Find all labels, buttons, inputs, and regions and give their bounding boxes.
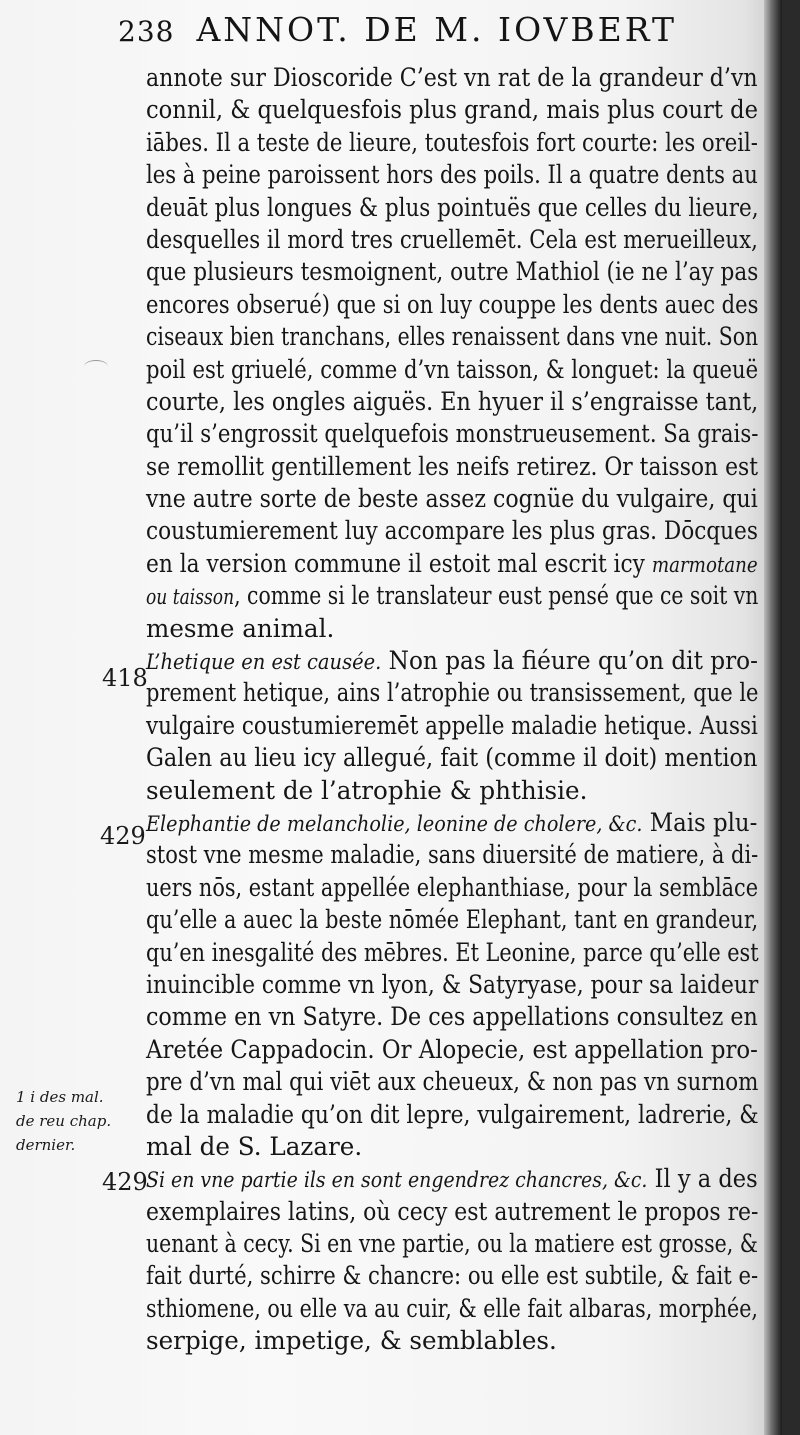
line-text: de la maladie qu’on dit lepre, vulgairement, ladrerie, & (146, 1099, 759, 1129)
text-line (146, 1325, 758, 1357)
line-text: Aretée Cappadocin. Or Alopecie, est appellation pro- (146, 1034, 758, 1064)
text-line (146, 710, 758, 742)
line-text: que plusieurs tesmoignent, outre Mathiol (ie ne l’ay pas (146, 257, 759, 287)
text-line (146, 386, 759, 418)
line-text: iābes. Il a teste de lieure, toutesfois fort courte: les oreil- (146, 127, 758, 157)
line-text: prement hetique, ains l’atrophie ou transissement, que le (146, 678, 759, 708)
text-block (146, 62, 768, 1358)
line-text: Non pas la fiéure qu’on dit pro- (381, 646, 758, 676)
line-text: les à peine paroissent hors des poils. Il a quatre dents au (146, 160, 758, 190)
text-line (146, 969, 759, 1001)
text-line (146, 1001, 758, 1033)
text-line (146, 1260, 759, 1292)
text-line (146, 580, 759, 612)
line-text: deuāt plus longues & plus pointuës que celles du lieure, (146, 192, 759, 222)
text-line (146, 904, 759, 936)
side-note-line: 1 i des mal. (16, 1088, 104, 1106)
text-line (146, 1293, 758, 1325)
text-line (146, 321, 759, 353)
line-text: poil est griuelé, comme d’vn taisson, & longuet: la queuë (146, 354, 759, 384)
line-text: vne autre sorte de beste assez cognüe du vulgaire, qui (146, 484, 758, 514)
text-line (146, 1131, 758, 1163)
text-line (146, 937, 759, 969)
line-text: se remollit gentillement les neifs retirez. Or taisson est (146, 451, 759, 481)
line-text: stost vne mesme maladie, sans diuersité de matiere, à di- (146, 840, 759, 870)
text-line (146, 1034, 758, 1066)
line-text: qu’elle a auec la beste nōmée Elephant, tant en grandeur, (146, 905, 759, 935)
line-text: fait durté, schirre & chancre: ou elle est subtile, & fait e- (146, 1261, 759, 1291)
line-text: seulement de l’atrophie & phthisie. (146, 775, 588, 805)
text-line (146, 677, 759, 709)
page-edge-shadow (764, 0, 782, 1435)
text-line (146, 289, 759, 321)
text-line (146, 1066, 759, 1098)
text-line (146, 742, 758, 774)
text-line (146, 62, 758, 94)
line-text: comme en vn Satyre. De ces appellations consultez en (146, 1002, 758, 1032)
text-line (146, 645, 758, 677)
text-line (146, 127, 758, 159)
line-text: inuincible comme vn lyon, & Satyryase, pour sa laideur (146, 969, 759, 999)
line-text: coustumierement luy accompare les plus gras. Dōcques (146, 516, 758, 546)
text-line (146, 94, 758, 126)
text-line (146, 548, 758, 580)
running-head (118, 10, 758, 49)
text-line (146, 1196, 759, 1228)
line-text: mal de S. Lazare. (146, 1131, 363, 1161)
line-text: Galen au lieu icy allegué, fait (comme il doit) mention (146, 743, 758, 773)
line-text: uers nōs, estant appellée elephanthiase, pour la semblāce (146, 872, 759, 902)
line-text: serpige, impetige, & semblables. (146, 1326, 557, 1356)
italic-lemma: Elephantie de melancholie, leonine de cholere, &c. (146, 811, 643, 836)
text-line (146, 807, 758, 839)
line-text: encores obserué) que si on luy couppe les dents auec des (146, 289, 759, 319)
margin-note-number: 418 (102, 664, 148, 692)
line-text: qu’il s’engrossit quelquefois monstrueusement. Sa grais- (146, 419, 759, 449)
margin-note-number: 429 (102, 1168, 148, 1196)
line-text: connil, & quelquesfois plus grand, mais plus court de (146, 95, 758, 125)
page-number: 238 (118, 15, 175, 48)
text-line (146, 224, 758, 256)
running-title: ANNOT. DE M. IOVBERT (196, 10, 677, 49)
line-text: vulgaire coustumieremēt appelle maladie hetique. Aussi (146, 710, 758, 740)
italic-lemma: Si en vne partie ils en sont engendrez chancres, &c. (146, 1168, 648, 1193)
line-text: courte, les ongles aiguës. En hyuer il s’engraisse tant, (146, 386, 759, 416)
line-text: exemplaires latins, où cecy est autrement le propos re- (146, 1196, 759, 1226)
text-line (146, 256, 759, 288)
text-line (146, 159, 758, 191)
text-line (146, 613, 758, 645)
text-line (146, 775, 758, 807)
line-text: qu’en inesgalité des mēbres. Et Leonine, parce qu’elle est (146, 937, 759, 967)
line-text: sthiomene, ou elle va au cuir, & elle fait albaras, morphée, (146, 1293, 758, 1323)
text-line (146, 839, 759, 871)
text-line (146, 354, 759, 386)
text-line (146, 192, 759, 224)
text-line (146, 418, 759, 450)
text-line (146, 483, 758, 515)
text-line (146, 1228, 758, 1260)
line-text: Mais plu- (642, 807, 758, 837)
line-text: ciseaux bien tranchans, elles renaissent dans vne nuit. Son (146, 322, 759, 352)
text-line (146, 1163, 758, 1195)
line-text: en la version commune il estoit mal escrit icy (146, 548, 645, 578)
line-text: mesme animal. (146, 613, 335, 643)
margin-note-number: 429 (100, 822, 146, 850)
italic-lemma: L’hetique en est causée. (146, 650, 382, 675)
line-text: annote sur Dioscoride C’est vn rat de la grandeur d’vn (146, 63, 758, 92)
text-line (146, 1099, 759, 1131)
line-text: uenant à cecy. Si en vne partie, ou la matiere est grosse, & (146, 1229, 758, 1259)
italic-phrase: marmotane (651, 552, 758, 577)
text-line (146, 515, 758, 547)
side-note-line: dernier. (16, 1136, 76, 1154)
text-line (146, 451, 759, 483)
line-text: , comme si le translateur eust pensé que ce soit vn (234, 581, 759, 611)
line-text: pre d’vn mal qui viēt aux cheueux, & non pas vn surnom (146, 1067, 759, 1097)
side-note-line: de reu chap. (16, 1112, 112, 1130)
ink-smudge (84, 360, 108, 373)
italic-lemma: ou taisson (146, 585, 235, 610)
line-text: Il y a des (647, 1164, 758, 1194)
text-line (146, 872, 759, 904)
line-text: desquelles il mord tres cruellemēt. Cela est merueilleux, (146, 224, 758, 254)
